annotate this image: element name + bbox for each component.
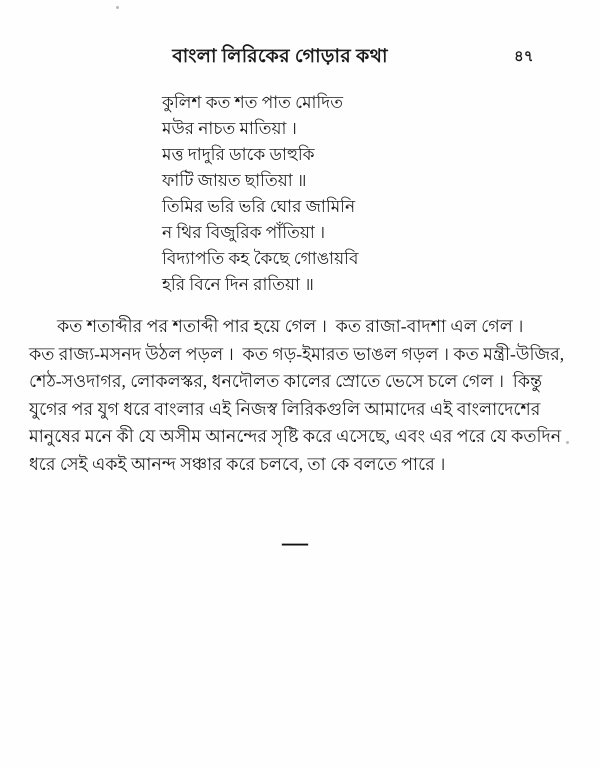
paragraph-line: যুগের পর যুগ ধরে বাংলার এই নিজস্ব লিরিকগুলি আমাদের এই বাংলাদেশের <box>29 398 541 419</box>
poem-line: তিমির ভরি ভরি ঘোর জামিনি <box>162 197 356 216</box>
poem-line: কুলিশ কত শত পাত মোদিত <box>162 93 343 112</box>
page-number: ৪৭ <box>514 49 534 65</box>
body-paragraph <box>29 313 577 478</box>
paragraph-line: কত রাজ্য-মসনদ উঠল পড়ল । কত গড়-ইমারত ভাঙল গড়ল । কত মন্ত্রী-উজির, <box>29 343 565 364</box>
poem-line: মউর নাচত মাতিয়া । <box>162 119 297 138</box>
poem-line: ন থির বিজুরিক পাঁতিয়া । <box>162 223 326 242</box>
section-end-dash: — <box>282 528 308 557</box>
paragraph-line: কত শতাব্দীর পর শতাব্দী পার হয়ে গেল । কত রাজা-বাদশা এল গেল । <box>57 316 524 336</box>
paragraph-line: ধরে সেই একই আনন্দ সঞ্চার করে চলবে, তা কে বলতে পারে । <box>29 453 446 474</box>
poem-line: বিদ্যাপতি কহ কৈছে গোঙায়বি <box>162 249 359 268</box>
running-header-title: বাংলা লিরিকের গোড়ার কথা <box>172 46 388 67</box>
poem-line: মত্ত দাদুরি ডাকে ডাহুকি <box>162 145 315 164</box>
poem-line: হরি বিনে দিন রাতিয়া ॥ <box>162 275 314 294</box>
poem-line: ফাটি জায়ত ছাতিয়া ॥ <box>162 171 307 190</box>
paragraph-line: মানুষের মনে কী যে অসীম আনন্দের সৃষ্টি করে এসেছে, এবং এর পরে যে কতদিন <box>29 426 562 446</box>
poem-block <box>162 90 358 298</box>
scan-speck <box>566 441 569 444</box>
scan-speck <box>116 6 119 9</box>
paragraph-line: শেঠ-সওদাগর, লোকলস্কর, ধনদৌলত কালের স্রোতে ভেসে চলে গেল । কিন্তু <box>29 371 543 391</box>
